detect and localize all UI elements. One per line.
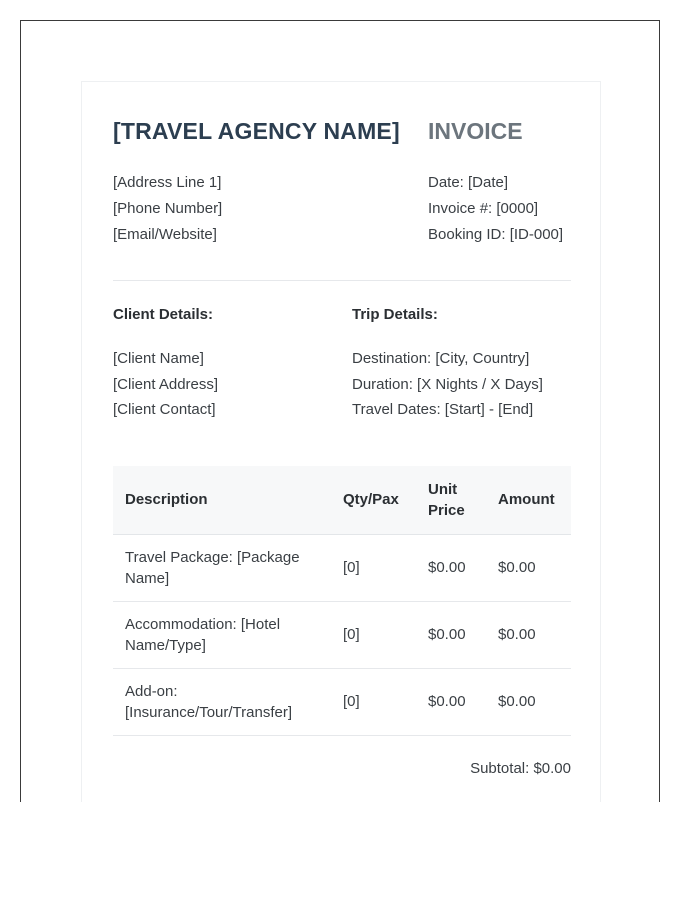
table-row (113, 534, 571, 601)
item-unit-price: $0.00 (416, 601, 486, 668)
table-header-row (113, 466, 571, 534)
invoice-document (81, 81, 601, 802)
agency-email: [Email/Website] (113, 226, 217, 243)
client-details-heading: Client Details: (113, 306, 214, 323)
subtotal: Subtotal: $0.00 (470, 760, 571, 777)
section-divider (113, 280, 571, 281)
booking-id: Booking ID: [ID-000] (428, 226, 564, 243)
line-items-table (113, 466, 571, 736)
item-amount: $0.00 (486, 601, 571, 668)
item-description: Accommodation: [Hotel Name/Type] (113, 601, 331, 668)
invoice-meta-block (428, 170, 563, 248)
column-header-qty: Qty/Pax (331, 466, 416, 534)
trip-details-heading: Trip Details: (352, 306, 438, 323)
invoice-date: Date: [Date] (428, 174, 509, 191)
item-qty: [0] (331, 601, 416, 668)
item-description: Travel Package: [Package Name] (113, 534, 331, 601)
agency-address: [Address Line 1] (113, 174, 222, 191)
agency-contact-block (113, 170, 222, 248)
item-qty: [0] (331, 534, 416, 601)
invoice-number: Invoice #: [0000] (428, 200, 539, 217)
trip-dates: Travel Dates: [Start] - [End] (352, 401, 534, 418)
client-contact: [Client Contact] (113, 401, 216, 418)
client-name: [Client Name] (113, 350, 204, 367)
table-row (113, 668, 571, 735)
client-details-block (113, 346, 218, 423)
item-amount: $0.00 (486, 668, 571, 735)
agency-phone: [Phone Number] (113, 200, 223, 217)
column-header-description: Description (113, 466, 331, 534)
trip-details-block (352, 346, 543, 423)
item-unit-price: $0.00 (416, 668, 486, 735)
item-unit-price: $0.00 (416, 534, 486, 601)
column-header-amount: Amount (486, 466, 571, 534)
item-qty: [0] (331, 668, 416, 735)
trip-destination: Destination: [City, Country] (352, 350, 530, 367)
item-description: Add-on: [Insurance/Tour/Transfer] (113, 668, 331, 735)
column-header-unit-price: Unit Price (416, 466, 486, 534)
trip-duration: Duration: [X Nights / X Days] (352, 375, 543, 393)
item-amount: $0.00 (486, 534, 571, 601)
client-address: [Client Address] (113, 375, 219, 393)
table-row (113, 601, 571, 668)
invoice-title: INVOICE (428, 118, 523, 144)
agency-name: [TRAVEL AGENCY NAME] (113, 118, 400, 144)
